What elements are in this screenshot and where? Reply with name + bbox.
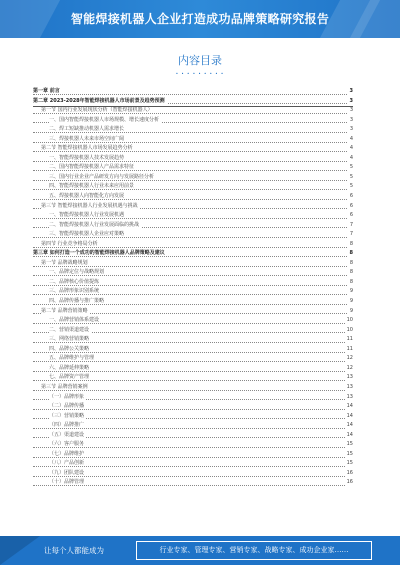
toc-page-number: 11	[346, 335, 353, 345]
toc-entry-text: 三、网络营销策略	[49, 336, 90, 343]
toc-subsection[interactable]	[33, 287, 353, 297]
toc-subsection[interactable]	[33, 450, 353, 460]
toc-entry-text: 六、品牌延伸策略	[49, 364, 90, 371]
toc-entry-text: 五、焊接机器人向智能化方向发展	[49, 193, 125, 200]
toc-leader	[33, 428, 347, 429]
toc-subsection[interactable]	[33, 278, 353, 288]
toc-section[interactable]	[33, 383, 353, 393]
toc-entry-text: 四、智能焊接机器人行业未来应用前景	[49, 183, 135, 190]
toc-leader	[33, 94, 347, 95]
toc-section[interactable]	[33, 259, 353, 269]
toc-page-number: 16	[346, 478, 353, 488]
toc-leader	[33, 218, 347, 219]
toc-page-number: 8	[349, 240, 353, 250]
toc-subsection[interactable]	[33, 163, 353, 173]
toc-subsection[interactable]	[33, 297, 353, 307]
toc-subsection[interactable]	[33, 192, 353, 202]
toc-entry-text: 第三章 如何打造一个成功的智能焊接机器人品牌策略及建议	[33, 250, 165, 257]
toc-entry-text: 五、品牌维护与管理	[49, 355, 95, 362]
toc-entry-text: 第一节 国内行业发展现状分析（智能焊接机器人）	[41, 107, 153, 114]
toc-page-number: 9	[349, 287, 353, 297]
toc-subsection[interactable]	[33, 393, 353, 403]
toc-leader	[33, 447, 347, 448]
toc-subsection[interactable]	[33, 440, 353, 450]
toc-leader	[33, 380, 347, 381]
toc-subsection[interactable]	[33, 125, 353, 135]
toc-page-number: 3	[349, 106, 353, 116]
toc-page-number: 7	[349, 230, 353, 240]
toc-page-number: 5	[349, 182, 353, 192]
toc-entry-text: 一、国内智能焊接机器人市场规模、增长速度分析	[49, 116, 160, 123]
toc-leader	[33, 275, 347, 276]
footer-slogan-right: 行业专家、管理专家、营销专家、战略专家、成功企业家……	[159, 546, 349, 554]
toc-heading-decoration: • • • • • • • • •	[175, 71, 225, 76]
report-header	[0, 0, 400, 38]
toc-page-number: 4	[349, 144, 353, 154]
toc-page-number: 15	[346, 440, 353, 450]
toc-leader	[33, 151, 347, 152]
toc-section[interactable]	[33, 202, 353, 212]
toc-subsection[interactable]	[33, 364, 353, 374]
toc-entry-text: （六）客户服务	[49, 441, 85, 448]
toc-entry-text: 四、品牌传播与推广策略	[49, 298, 105, 305]
toc-page-number: 14	[346, 421, 353, 431]
toc-entry-text: （二）品牌传播	[49, 403, 85, 410]
toc-entry-text: 第二节 品牌营销策略	[41, 307, 88, 314]
toc-entry-text: （一）品牌形象	[49, 393, 85, 400]
toc-entry-text: （十）品牌管理	[49, 479, 85, 486]
toc-page-number: 5	[349, 163, 353, 173]
toc-entry-text: 第二节 智能焊接机器人市场发展趋势分析	[41, 145, 133, 152]
toc-entry-text: 三、智能焊接机器人企业应对策略	[49, 231, 125, 238]
toc-leader	[33, 361, 347, 362]
toc-leader	[33, 342, 347, 343]
toc-entry-text: 第一节 品牌战略规划	[41, 259, 88, 266]
toc-page-number: 3	[349, 97, 353, 107]
toc-chapter[interactable]	[33, 87, 353, 97]
toc-section[interactable]	[33, 106, 353, 116]
toc-entry-text: 一、品牌营销体系建设	[49, 317, 100, 324]
toc-page-number: 9	[349, 297, 353, 307]
toc-page-number: 15	[346, 459, 353, 469]
toc-leader	[33, 485, 347, 486]
toc-subsection[interactable]	[33, 345, 353, 355]
toc-subsection[interactable]	[33, 326, 353, 336]
toc-section[interactable]	[33, 307, 353, 317]
toc-entry-text: 二、焊工短缺推动机器人需求增长	[49, 126, 125, 133]
toc-subsection[interactable]	[33, 135, 353, 145]
toc-page-number: 4	[349, 154, 353, 164]
toc-entry-text: （四）品牌推广	[49, 422, 85, 429]
footer-decoration	[0, 536, 40, 565]
toc-page-number: 16	[346, 469, 353, 479]
toc-leader	[33, 189, 347, 190]
toc-entry-text: 第四节 行业竞争格局分析	[41, 240, 98, 247]
toc-page-number: 8	[349, 278, 353, 288]
toc-leader	[33, 170, 347, 171]
toc-page-number: 14	[346, 402, 353, 412]
toc-page-number: 11	[346, 345, 353, 355]
toc-subsection[interactable]	[33, 116, 353, 126]
toc-entry-text: 第二章 2023-2028年智能焊接机器人市场前景及趋势预测	[33, 97, 165, 104]
toc-leader	[33, 294, 347, 295]
toc-heading	[0, 52, 400, 76]
toc-page-number: 5	[349, 173, 353, 183]
toc-page-number: 12	[346, 364, 353, 374]
toc-page-number: 8	[349, 249, 353, 259]
toc-leader	[33, 256, 347, 257]
toc-page-number: 15	[346, 450, 353, 460]
toc-entry-text: （八）产品创新	[49, 460, 85, 467]
toc-section[interactable]	[33, 144, 353, 154]
toc-subsection[interactable]	[33, 431, 353, 441]
toc-entry-text: （七）品牌维护	[49, 450, 85, 457]
toc-subsection[interactable]	[33, 421, 353, 431]
toc-subsection[interactable]	[33, 182, 353, 192]
toc-page-number: 13	[346, 393, 353, 403]
toc-entry-text: （三）营销策略	[49, 412, 85, 419]
toc-page-number: 14	[346, 431, 353, 441]
toc-entry-text: 一、智能焊接机器人行业发展机遇	[49, 212, 125, 219]
toc-page-number: 6	[349, 202, 353, 212]
footer-slogan-box	[136, 541, 372, 560]
toc-subsection[interactable]	[33, 469, 353, 479]
toc-leader	[33, 237, 347, 238]
toc-page-number: 13	[346, 373, 353, 383]
table-of-contents	[33, 87, 353, 488]
toc-title: 内容目录	[178, 54, 222, 67]
toc-subsection[interactable]	[33, 230, 353, 240]
toc-page-number: 6	[349, 211, 353, 221]
toc-page-number: 3	[349, 116, 353, 126]
toc-chapter[interactable]	[33, 249, 353, 259]
toc-subsection[interactable]	[33, 354, 353, 364]
toc-section[interactable]	[33, 240, 353, 250]
toc-entry-text: 二、智能焊接机器人行业发展面临的挑战	[49, 221, 140, 228]
toc-page-number: 3	[349, 125, 353, 135]
toc-entry-text: 三、品牌形象识别系统	[49, 288, 100, 295]
toc-subsection[interactable]	[33, 402, 353, 412]
toc-subsection[interactable]	[33, 221, 353, 231]
toc-entry-text: 二、国内智能焊接机器人产品需求特征	[49, 164, 135, 171]
toc-page-number: 7	[349, 221, 353, 231]
toc-entry-text: 三、国内行业企业产品研发方向与发展路径分析	[49, 173, 155, 180]
toc-leader	[33, 466, 347, 467]
toc-page-number: 8	[349, 268, 353, 278]
toc-subsection[interactable]	[33, 373, 353, 383]
toc-subsection[interactable]	[33, 173, 353, 183]
toc-entry-text: 一、品牌定位与战略规划	[49, 269, 105, 276]
toc-leader	[33, 132, 347, 133]
toc-entry-text: 二、品牌核心价值提炼	[49, 278, 100, 285]
toc-subsection[interactable]	[33, 412, 353, 422]
toc-page-number: 13	[346, 383, 353, 393]
toc-divider	[33, 106, 353, 107]
toc-entry-text: 三、焊接机器人未来市场空间广阔	[49, 135, 125, 142]
toc-leader	[33, 323, 347, 324]
toc-page-number: 14	[346, 412, 353, 422]
toc-entry-text: 第三节 品牌营销案例	[41, 383, 88, 390]
toc-page-number: 6	[349, 192, 353, 202]
toc-entry-text: 第一章 前言	[33, 88, 60, 94]
toc-entry-text: 四、品牌公关策略	[49, 345, 90, 352]
toc-entry-text: （九）团队建设	[49, 469, 85, 476]
page-footer	[0, 536, 400, 565]
report-title: 智能焊接机器人企业打造成功品牌策略研究报告	[70, 12, 330, 26]
toc-entry-text: （五）渠道建设	[49, 431, 85, 438]
toc-page-number: 8	[349, 259, 353, 269]
toc-entry-text: 二、营销渠道建设	[49, 326, 90, 333]
toc-page-number: 10	[346, 316, 353, 326]
toc-entry-text: 一、智能焊接机器人技术发展趋势	[49, 154, 125, 161]
toc-subsection[interactable]	[33, 154, 353, 164]
toc-subsection[interactable]	[33, 316, 353, 326]
toc-page-number: 3	[349, 87, 353, 97]
toc-subsection[interactable]	[33, 268, 353, 278]
toc-subsection[interactable]	[33, 459, 353, 469]
toc-page-number: 10	[346, 326, 353, 336]
toc-page-number: 12	[346, 354, 353, 364]
toc-entry-text: 第三节 智能焊接机器人行业发展机遇与挑战	[41, 202, 138, 209]
toc-subsection[interactable]	[33, 478, 353, 488]
toc-entry-text: 七、品牌资产管理	[49, 374, 90, 381]
toc-leader	[33, 113, 347, 114]
footer-slogan-left: 让每个人都能成为	[44, 546, 104, 555]
toc-page-number: 4	[349, 135, 353, 145]
toc-subsection[interactable]	[33, 211, 353, 221]
toc-subsection[interactable]	[33, 335, 353, 345]
toc-page-number: 9	[349, 307, 353, 317]
